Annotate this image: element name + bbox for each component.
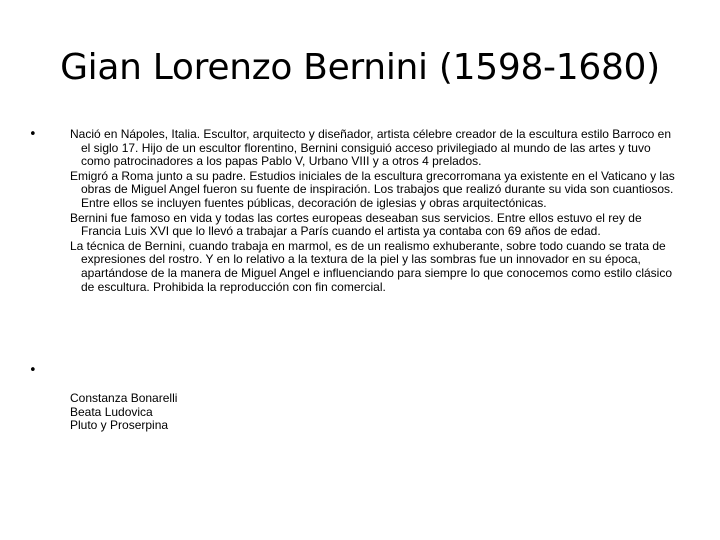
bullet-marker-1: • (29, 127, 37, 142)
bullet-marker-2: • (29, 363, 37, 378)
biography-paragraph-3: Bernini fue famoso en vida y todas las cortes europeas deseaban sus servicios. Entre ellos estuvo el rey de Francia Luis XVI que lo llevó a trabajar a París cuando el artista ya contaba con 69 años de edad. (70, 210, 642, 239)
work-item: Beata Ludovica (70, 404, 153, 419)
biography-paragraph-2: Emigró a Roma junto a su padre. Estudios iniciales de la escultura grecorromana ya existente en el Vaticano y las obras de Miguel Angel fueron su fuente de inspiración. Los trabajos que realizó durante su vida son cuantiosos. Entre ellos se incluyen fuentes públicas, decoración de iglesias y obras arquitectónicas. (70, 168, 675, 210)
slide-title: Gian Lorenzo Bernini (1598-1680) (60, 47, 660, 88)
work-item: Pluto y Proserpina (70, 418, 169, 433)
work-item: Constanza Bonarelli (70, 391, 178, 405)
biography-paragraph-4: La técnica de Bernini, cuando trabaja en marmol, es de un realismo exhuberante, sobre todo cuando se trata de expresiones del rostro. Y en lo relativo a la textura de la piel y las sombras fue un innovador en su época, apartándose de la manera de Miguel Angel e influenciando para siempre lo que conocemos como estilo clásico de escultura. Prohibida la reproducción con fin comercial. (70, 238, 673, 294)
biography-bullet (70, 128, 682, 295)
biography-paragraph-1: Nació en Nápoles, Italia. Escultor, arquitecto y diseñador, artista célebre creador de la escultura estilo Barroco en el siglo 17. Hijo de un escultor florentino, Bernini consiguió acceso privilegiado al mundo de las artes y tuvo como patrocinadores a los papas Pablo V, Urbano VIII y a otros 4 prelados. (70, 127, 671, 169)
works-list (70, 392, 682, 433)
